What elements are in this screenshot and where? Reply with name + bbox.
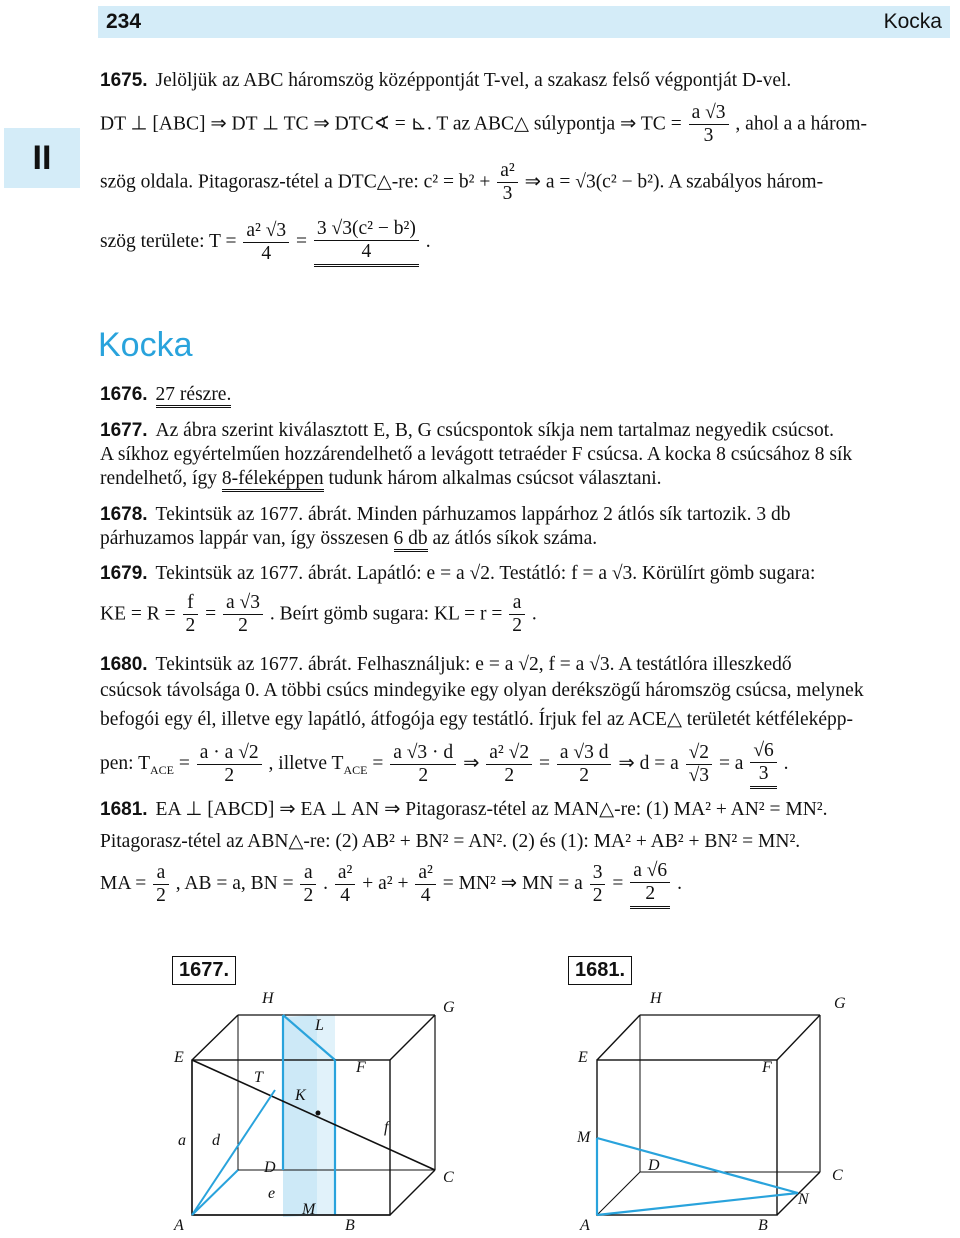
svg-text:H: H <box>262 990 274 1007</box>
p1680-line1: 1680. Tekintsük az 1677. ábrát. Felhasználjuk: e = a √2, f = a √3. A testátlóra illeszkedő <box>100 654 792 675</box>
svg-text:K: K <box>295 1087 306 1104</box>
section-title: Kocka <box>98 326 193 364</box>
page-number: 234 <box>106 10 142 33</box>
p1677-line3: rendelhető, így 8-féleképpen tudunk három alkalmas csúcsot választani. <box>100 468 662 490</box>
svg-text:G: G <box>443 999 455 1016</box>
svg-text:M: M <box>577 1129 591 1146</box>
p1678-line2: párhuzamos lappár van, így összesen 6 db az átlós síkok száma. <box>100 528 597 550</box>
svg-text:a: a <box>178 1132 186 1149</box>
svg-text:C: C <box>443 1169 454 1186</box>
p1677-line2: A síkhoz egyértelműen hozzárendelhető a levágott tetraéder F csúcsa. A kocka 8 csúcsához 8 sík <box>100 444 853 465</box>
svg-text:A: A <box>174 1217 184 1234</box>
p1677-line1: 1677. Az ábra szerint kiválasztott E, B, G csúcspontok síkja nem tartalmaz negyedik csúcsot. <box>100 420 835 441</box>
running-title: Kocka <box>883 10 942 33</box>
svg-text:D: D <box>648 1157 660 1174</box>
svg-text:D: D <box>264 1159 276 1176</box>
p1680-line4: pen: $T_{ACE}$ = $\frac{a \cdot a √2}{2}$ , illetve $T_{ACE}$ = $\frac{a √3 \cdot d}{2}$ ⇒ $\frac{\text{a² √2}}{2}$ = $\frac{a √3 d}{2}$ ⇒ d = a $\frac{√2}{√3}$ = a $\frac{√6}{3}$ . <box>100 740 789 789</box>
svg-text:M: M <box>302 1201 316 1218</box>
svg-text:T: T <box>254 1069 263 1086</box>
svg-text:C: C <box>832 1167 843 1184</box>
svg-text:f: f <box>384 1119 389 1136</box>
svg-text:F: F <box>762 1059 772 1076</box>
p1681-line1: 1681. EA ⊥ [ABCD] ⇒ EA ⊥ AN ⇒ Pitagorasz-tétel az MAN△-re: (1) MA² + AN² = MN². <box>100 799 828 820</box>
p1675-line2: DT ⊥ [ABC] ⇒ DT ⊥ TC ⇒ DTC∢ = ⊾. T az ABC△ súlypontja ⇒ TC = $\frac{a √3}{3}$ , ahol a a három- <box>100 102 867 147</box>
p1680-line2: csúcsok távolsága 0. A többi csúcs mindegyike egy olyan derékszögű háromszög csúcsa, melynek <box>100 680 864 701</box>
svg-text:B: B <box>758 1217 768 1234</box>
svg-text:d: d <box>212 1132 220 1149</box>
figure-1677-title: 1677. <box>172 956 236 985</box>
p1675-line3: szög oldala. Pitagorasz-tétel a DTC△-re: c² = b² + $\frac{\text{a²}}{3}$ ⇒ a = √3(c² − b²). A szabályos három- <box>100 160 824 205</box>
p1675-line4: szög területe: T = $\frac{\text{a² √3}}{4}$ = $\frac{\text{3 √3(c² − b²)}}{4}$ . <box>100 218 431 267</box>
chapter-tab: II <box>4 128 80 188</box>
figure-1681-title: 1681. <box>568 956 632 985</box>
svg-text:H: H <box>650 990 662 1007</box>
p1681-line2: Pitagorasz-tétel az ABN△-re: (2) AB² + BN² = AN². (2) és (1): MA² + AB² + BN² = MN². <box>100 831 801 852</box>
p1676: 1676. 27 részre. <box>100 384 231 406</box>
p1679-line2: KE = R = $\frac{f}{2}$ = $\frac{a √3}{2}$ . Beírt gömb sugara: KL = r = $\frac{a}{2}$ . <box>100 592 537 637</box>
svg-text:B: B <box>345 1217 355 1234</box>
p1678-line1: 1678. Tekintsük az 1677. ábrát. Minden párhuzamos lappárhoz 2 átlós sík tartozik. 3 db <box>100 504 791 525</box>
p1681-line3: MA = $\frac{a}{2}$ , AB = a, BN = $\frac{a}{2}$ . $\frac{\text{a²}}{4}$ + a² + $\frac{\text{a²}}{4}$ = MN² ⇒ MN = a $\frac{3}{2}$ = $\frac{a √6}{2}$ . <box>100 860 682 909</box>
svg-text:G: G <box>834 995 846 1012</box>
svg-text:E: E <box>578 1049 588 1066</box>
p1680-line3: befogói egy él, illetve egy lapátló, átfogója egy testátló. Írjuk fel az ACE△ területét kétféleképp- <box>100 709 854 730</box>
svg-text:A: A <box>580 1217 590 1234</box>
p1679-line1: 1679. Tekintsük az 1677. ábrát. Lapátló: e = a √2. Testátló: f = a √3. Körülírt gömb sugara: <box>100 563 816 584</box>
svg-text:F: F <box>356 1059 366 1076</box>
svg-text:e: e <box>268 1185 276 1202</box>
svg-text:N: N <box>798 1191 809 1208</box>
problem-number: 1675. <box>100 70 148 91</box>
p1675-line1: 1675. Jelöljük az ABC háromszög középpontját T-vel, a szakasz felső végpontját D-vel. <box>100 70 792 91</box>
svg-text:L: L <box>315 1017 324 1034</box>
svg-text:E: E <box>174 1049 184 1066</box>
